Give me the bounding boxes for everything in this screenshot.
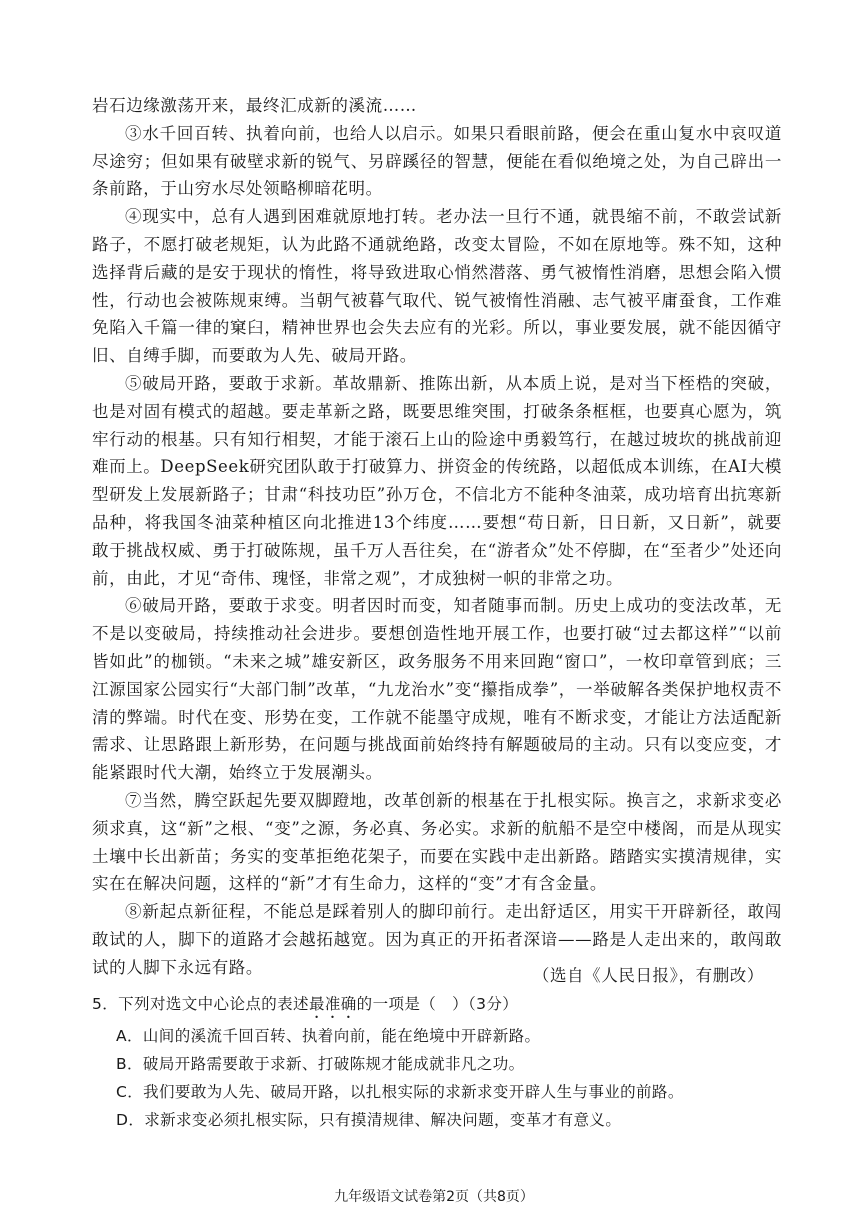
option-d: D．求新求变必须扎根实际，只有摸清规律、解决问题，变革才有意义。 [116, 1111, 622, 1129]
question-stem-end: 的一项是（ ）（3分） [356, 995, 519, 1013]
page-footer: 九年级语文试卷第2页（共8页） [334, 1189, 534, 1205]
question-stem-start: 5．下列对选文中心论点的表述 [92, 995, 309, 1013]
question-5 [92, 990, 792, 1134]
option-a: A．山间的溪流千回百转、执着向前，能在绝境中开辟新路。 [116, 1027, 541, 1045]
paragraph-8: ⑧新起点新征程，不能总是踩着别人的脚印前行。走出舒适区，用实干开辟新径，敢闯敢试的人，脚下的道路才会越拓越宽。因为真正的开拓者深谙——路是人走出来的，敢闯敢试的人脚下永远有路。 [92, 902, 782, 977]
question-stem-emphasis: 最准确 [308, 995, 357, 1013]
paragraph-continuation: 岩石边缘激荡开来，最终汇成新的溪流…… [92, 96, 417, 115]
answer-options [92, 1022, 792, 1134]
paragraph-4: ④现实中，总有人遇到困难就原地打转。老办法一旦行不通，就畏缩不前，不敢尝试新路子，不愿打破老规矩，认为此路不通就绝路，改变太冒险，不如在原地等。殊不知，这种选择背后藏的是安于现状的惰性，将导致进取心悄然潜落、勇气被惰性消磨，思想会陷入惯性，行动也会被陈规束缚。当朝气被暮气取代、锐气被惰性消融、志气被平庸蚕食，工作难免陷入千篇一律的窠臼，精神世界也会失去应有的光彩。所以，事业要发展，就不能因循守旧、自缚手脚，而要敢为人先、破局开路。 [92, 207, 782, 366]
paragraph-6: ⑥破局开路，要敢于求变。明者因时而变，知者随事而制。历史上成功的变法改革，无不是以变破局，持续推动社会进步。要想创造性地开展工作，也要打破“过去都这样”“以前皆如此”的枷锁。“未来之城”雄安新区，政务服务不用来回跑“窗口”，一枚印章管到底；三江源国家公园实行“大部门制”改革，“九龙治水”变“攥指成拳”，一举破解各类保护地权责不清的弊端。时代在变、形势在变，工作就不能墨守成规，唯有不断求变，才能让方法适配新需求、让思路跟上新形势，在问题与挑战面前始终持有解题破局的主动。只有以变应变，才能紧跟时代大潮，始终立于发展潮头。 [92, 596, 782, 783]
article-body [92, 92, 782, 982]
paragraph-5: ⑤破局开路，要敢于求新。革故鼎新、推陈出新，从本质上说，是对当下桎梏的突破，也是对固有模式的超越。要走革新之路，既要思维突围，打破条条框框，也要真心愿为，筑牢行动的根基。只有知行相契，才能于滚石上山的险途中勇毅笃行，在越过坡坎的挑战前迎难而上。DeepSeek研究团队敢于打破算力、拼资金的传统路，以超低成本训练，在AI大模型研发上发展新路子；甘肃“科技功臣”孙万仓，不信北方不能种冬油菜，成功培育出抗寒新品种，将我国冬油菜种植区向北推进13个纬度……要想“苟日新，日日新，又日新”，就要敢于挑战权威、勇于打破陈规，虽千万人吾往矣，在“游者众”处不停脚，在“至者少”处还向前，由此，才见“奇伟、瑰怪，非常之观”，才成独树一帜的非常之功。 [92, 373, 782, 588]
paragraph-7: ⑦当然，腾空跃起先要双脚蹬地，改革创新的根基在于扎根实际。换言之，求新求变必须求真，这“新”之根、“变”之源，务必真、务必实。求新的航船不是空中楼阁，而是从现实土壤中长出新苗；务实的变革拒绝花架子，而要在实践中走出新路。踏踏实实摸清规律，实实在在解决问题，这样的“新”才有生命力，这样的“变”才有含金量。 [92, 790, 782, 894]
option-b: B．破局开路需要敢于求新、打破陈规才能成就非凡之功。 [116, 1055, 525, 1073]
article-source: （选自《人民日报》，有删改） [532, 966, 764, 985]
question-stem [92, 990, 792, 1022]
option-c: C．我们要敢为人先、破局开路，以扎根实际的求新求变开辟人生与事业的前路。 [116, 1083, 684, 1101]
paragraph-3: ③水千回百转、执着向前，也给人以启示。如果只看眼前路，便会在重山复水中哀叹道尽途穷；但如果有破壁求新的锐气、另辟蹊径的智慧，便能在看似绝境之处，为自己辟出一条前路，于山穷水尽处领略柳暗花明。 [92, 123, 782, 199]
